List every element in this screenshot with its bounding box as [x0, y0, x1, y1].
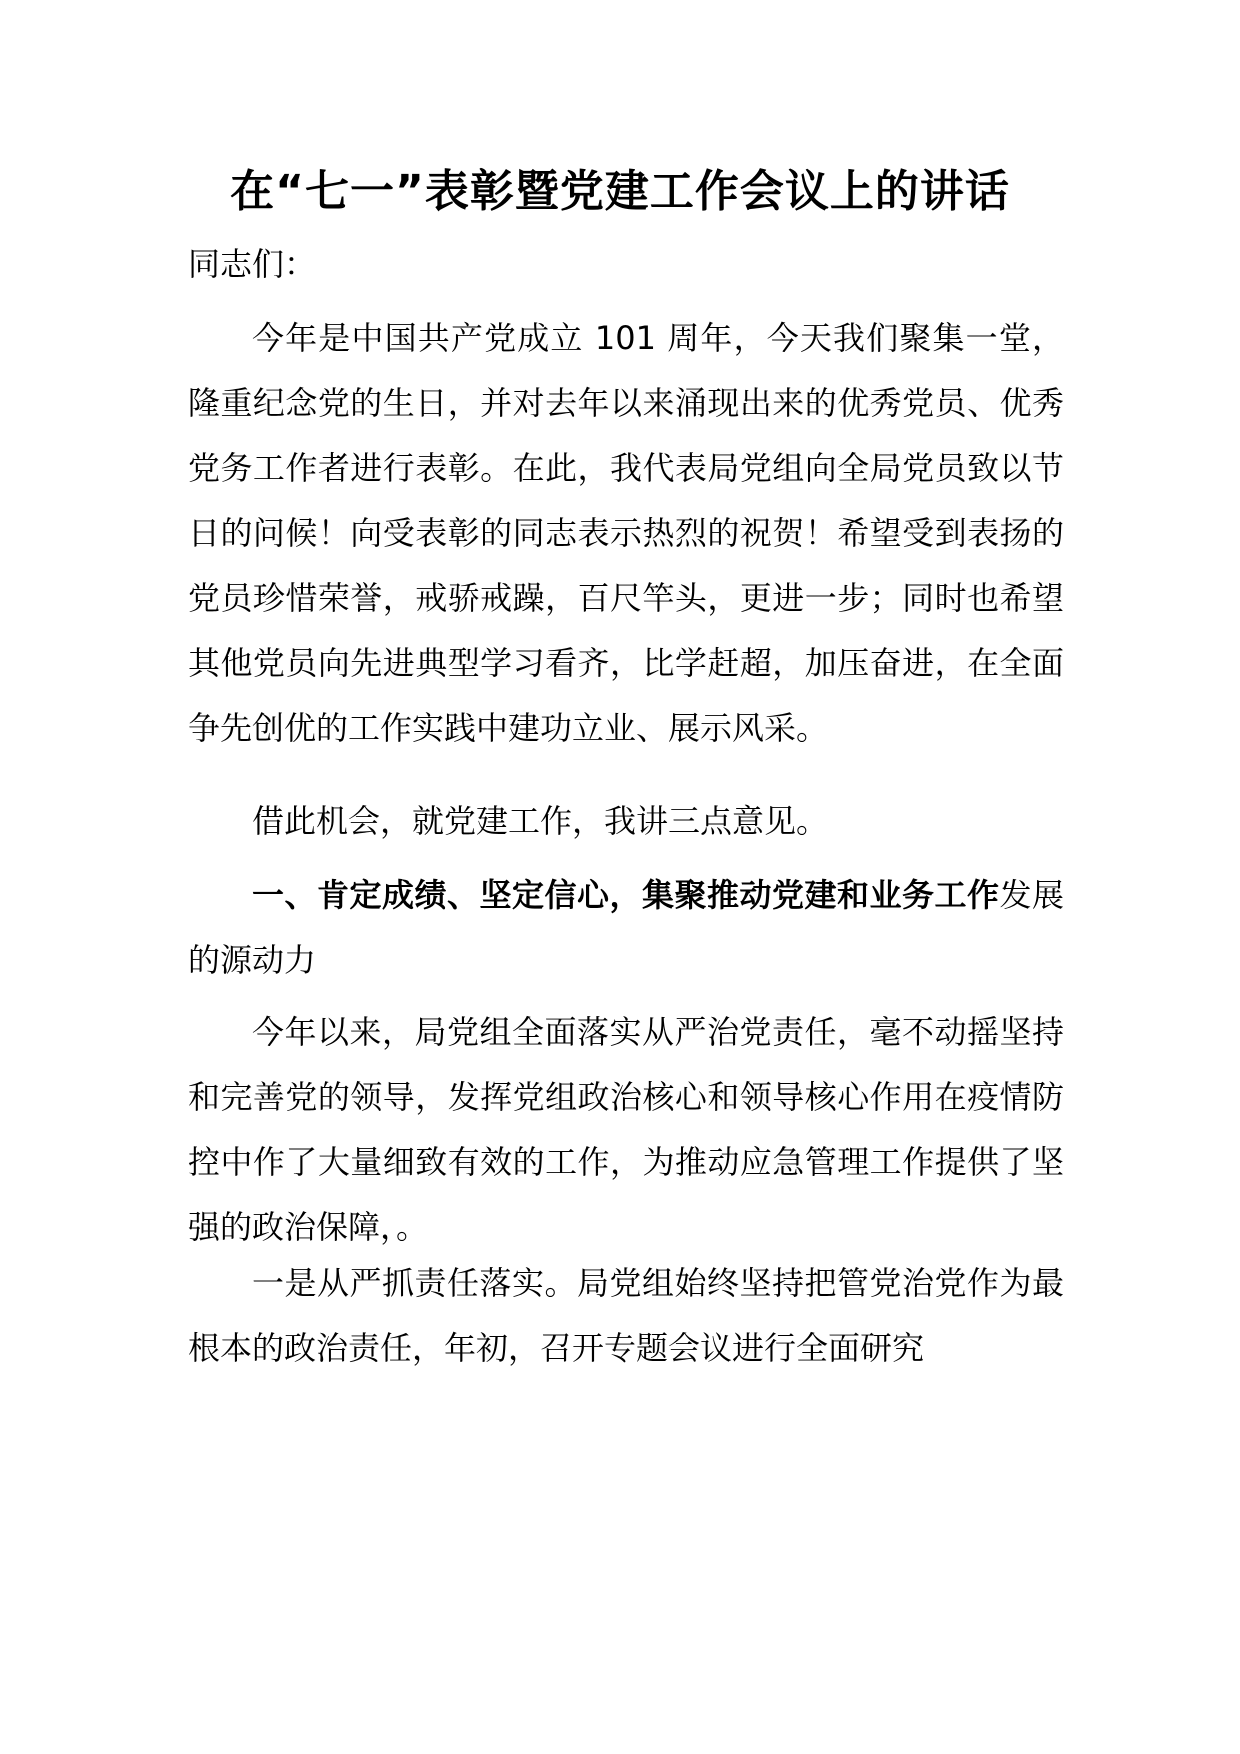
paragraph-achievements: 今年以来，局党组全面落实从严治党责任，毫不动摇坚持和完善党的领导，发挥党组政治核心和领导核心作用在疫情防控中作了大量细致有效的工作，为推动应急管理工作提供了坚强的政治保障，。	[188, 1013, 1064, 1246]
paragraph-responsibility: 一是从严抓责任落实。局党组始终坚持把管党治党作为最根本的政治责任，年初，召开专题会议进行全面研究	[188, 1264, 1064, 1367]
document-title: 在“七一”表彰暨党建工作会议上的讲话	[230, 166, 1010, 217]
paragraph-anniversary: 今年是中国共产党成立 101 周年，今天我们聚集一堂，隆重纪念党的生日，并对去年以来涌现出来的优秀党员、优秀党务工作者进行表彰。在此，我代表局党组向全局党员致以节日的问候！向受表彰的同志表示热烈的祝贺！希望受到表扬的党员珍惜荣誉，戒骄戒躁，百尺竿头，更进一步；同时也希望其他党员向先进典型学习看齐，比学赶超，加压奋进，在全面争先创优的工作实践中建功立业、展示风采。	[188, 319, 1064, 747]
section-heading-one-bold: 一、肯定成绩、坚定信心，集聚推动党建和业务工作	[252, 876, 1000, 914]
section-heading-one	[188, 863, 1064, 993]
section-heading-one-rest: 发展的源动力	[188, 876, 1064, 979]
salutation: 同志们：	[188, 245, 317, 283]
paragraph-three-points: 借此机会，就党建工作，我讲三点意见。	[252, 802, 829, 840]
